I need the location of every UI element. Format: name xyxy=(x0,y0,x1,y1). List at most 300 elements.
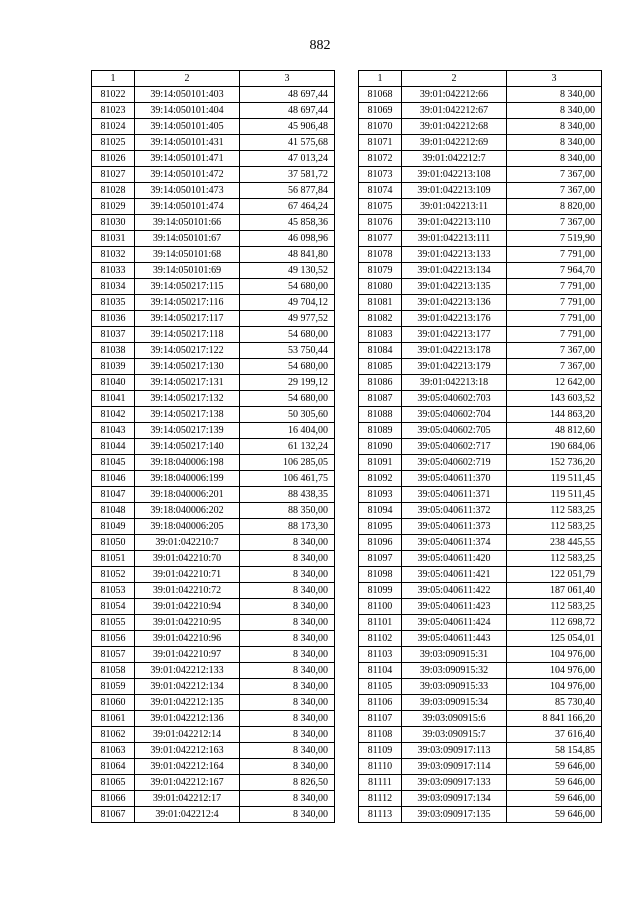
cadastral-number: 39:01:042213:11 xyxy=(402,199,507,215)
table-row xyxy=(92,551,335,567)
row-number: 81107 xyxy=(359,711,402,727)
row-number: 81041 xyxy=(92,391,135,407)
row-number: 81105 xyxy=(359,679,402,695)
table-row xyxy=(92,215,335,231)
cadastral-number: 39:05:040611:421 xyxy=(402,567,507,583)
value: 104 976,00 xyxy=(507,663,602,679)
table-row xyxy=(92,455,335,471)
cadastral-number: 39:14:050217:117 xyxy=(135,311,240,327)
row-number: 81049 xyxy=(92,519,135,535)
cadastral-number: 39:01:042213:136 xyxy=(402,295,507,311)
value: 41 575,68 xyxy=(240,135,335,151)
cadastral-number: 39:14:050217:118 xyxy=(135,327,240,343)
value: 7 964,70 xyxy=(507,263,602,279)
row-number: 81050 xyxy=(92,535,135,551)
value: 45 858,36 xyxy=(240,215,335,231)
cadastral-number: 39:01:042210:72 xyxy=(135,583,240,599)
value: 85 730,40 xyxy=(507,695,602,711)
table-row xyxy=(92,295,335,311)
value: 61 132,24 xyxy=(240,439,335,455)
table-row xyxy=(359,711,602,727)
value: 8 340,00 xyxy=(507,119,602,135)
row-number: 81089 xyxy=(359,423,402,439)
row-number: 81068 xyxy=(359,87,402,103)
cadastral-number: 39:01:042210:7 xyxy=(135,535,240,551)
cadastral-number: 39:05:040602:705 xyxy=(402,423,507,439)
value: 67 464,24 xyxy=(240,199,335,215)
value: 8 340,00 xyxy=(240,647,335,663)
right-table xyxy=(358,70,602,823)
value: 54 680,00 xyxy=(240,279,335,295)
table-row xyxy=(359,343,602,359)
cadastral-number: 39:05:040611:372 xyxy=(402,503,507,519)
value: 112 583,25 xyxy=(507,551,602,567)
value: 8 841 166,20 xyxy=(507,711,602,727)
value: 12 642,00 xyxy=(507,375,602,391)
cadastral-number: 39:03:090917:113 xyxy=(402,743,507,759)
value: 50 305,60 xyxy=(240,407,335,423)
column-header-2: 2 xyxy=(135,71,240,87)
row-number: 81061 xyxy=(92,711,135,727)
table-row xyxy=(359,695,602,711)
cadastral-number: 39:14:050101:66 xyxy=(135,215,240,231)
cadastral-number: 39:01:042210:96 xyxy=(135,631,240,647)
row-number: 81104 xyxy=(359,663,402,679)
row-number: 81033 xyxy=(92,263,135,279)
row-number: 81097 xyxy=(359,551,402,567)
table-row xyxy=(92,343,335,359)
row-number: 81055 xyxy=(92,615,135,631)
table-row xyxy=(92,199,335,215)
value: 49 704,12 xyxy=(240,295,335,311)
row-number: 81085 xyxy=(359,359,402,375)
cadastral-number: 39:14:050217:131 xyxy=(135,375,240,391)
column-header-2: 2 xyxy=(402,71,507,87)
cadastral-number: 39:18:040006:199 xyxy=(135,471,240,487)
cadastral-number: 39:01:042212:4 xyxy=(135,807,240,823)
value: 7 791,00 xyxy=(507,295,602,311)
cadastral-number: 39:01:042212:66 xyxy=(402,87,507,103)
row-number: 81101 xyxy=(359,615,402,631)
table-row xyxy=(92,759,335,775)
value: 7 367,00 xyxy=(507,183,602,199)
row-number: 81084 xyxy=(359,343,402,359)
table-row xyxy=(92,631,335,647)
value: 7 367,00 xyxy=(507,359,602,375)
row-number: 81108 xyxy=(359,727,402,743)
value: 8 820,00 xyxy=(507,199,602,215)
table-row xyxy=(92,471,335,487)
cadastral-number: 39:14:050217:130 xyxy=(135,359,240,375)
table-row xyxy=(92,279,335,295)
row-number: 81077 xyxy=(359,231,402,247)
table-row xyxy=(92,87,335,103)
cadastral-number: 39:05:040611:423 xyxy=(402,599,507,615)
value: 88 350,00 xyxy=(240,503,335,519)
row-number: 81087 xyxy=(359,391,402,407)
table-row xyxy=(359,519,602,535)
row-number: 81025 xyxy=(92,135,135,151)
cadastral-number: 39:01:042212:133 xyxy=(135,663,240,679)
row-number: 81066 xyxy=(92,791,135,807)
row-number: 81044 xyxy=(92,439,135,455)
table-row xyxy=(359,295,602,311)
row-number: 81112 xyxy=(359,791,402,807)
value: 53 750,44 xyxy=(240,343,335,359)
table-row xyxy=(359,263,602,279)
row-number: 81032 xyxy=(92,247,135,263)
table-row xyxy=(359,615,602,631)
row-number: 81079 xyxy=(359,263,402,279)
value: 29 199,12 xyxy=(240,375,335,391)
cadastral-number: 39:03:090915:32 xyxy=(402,663,507,679)
cadastral-number: 39:01:042210:94 xyxy=(135,599,240,615)
cadastral-number: 39:01:042212:136 xyxy=(135,711,240,727)
row-number: 81028 xyxy=(92,183,135,199)
row-number: 81074 xyxy=(359,183,402,199)
value: 8 340,00 xyxy=(240,551,335,567)
row-number: 81095 xyxy=(359,519,402,535)
row-number: 81094 xyxy=(359,503,402,519)
value: 112 698,72 xyxy=(507,615,602,631)
value: 152 736,20 xyxy=(507,455,602,471)
row-number: 81039 xyxy=(92,359,135,375)
cadastral-number: 39:14:050217:116 xyxy=(135,295,240,311)
table-row xyxy=(359,583,602,599)
cadastral-number: 39:14:050217:115 xyxy=(135,279,240,295)
cadastral-number: 39:01:042213:111 xyxy=(402,231,507,247)
value: 7 791,00 xyxy=(507,311,602,327)
table-row xyxy=(92,599,335,615)
table-row xyxy=(359,279,602,295)
cadastral-number: 39:03:090915:6 xyxy=(402,711,507,727)
row-number: 81046 xyxy=(92,471,135,487)
cadastral-number: 39:03:090917:134 xyxy=(402,791,507,807)
cadastral-number: 39:14:050101:431 xyxy=(135,135,240,151)
table-row xyxy=(359,215,602,231)
table-row xyxy=(359,439,602,455)
table-row xyxy=(359,663,602,679)
cadastral-number: 39:01:042210:71 xyxy=(135,567,240,583)
row-number: 81040 xyxy=(92,375,135,391)
table-row xyxy=(359,455,602,471)
value: 59 646,00 xyxy=(507,775,602,791)
value: 8 340,00 xyxy=(240,759,335,775)
row-number: 81029 xyxy=(92,199,135,215)
value: 143 603,52 xyxy=(507,391,602,407)
table-row xyxy=(359,103,602,119)
table-row xyxy=(92,423,335,439)
row-number: 81051 xyxy=(92,551,135,567)
value: 8 340,00 xyxy=(240,615,335,631)
row-number: 81062 xyxy=(92,727,135,743)
cadastral-number: 39:14:050101:403 xyxy=(135,87,240,103)
value: 144 863,20 xyxy=(507,407,602,423)
table-row xyxy=(92,103,335,119)
row-number: 81093 xyxy=(359,487,402,503)
row-number: 81103 xyxy=(359,647,402,663)
cadastral-number: 39:14:050217:122 xyxy=(135,343,240,359)
value: 46 098,96 xyxy=(240,231,335,247)
table-row xyxy=(92,711,335,727)
table-row xyxy=(92,327,335,343)
table-row xyxy=(359,647,602,663)
cadastral-number: 39:05:040602:717 xyxy=(402,439,507,455)
cadastral-number: 39:01:042212:14 xyxy=(135,727,240,743)
table-row xyxy=(359,183,602,199)
column-header-3: 3 xyxy=(240,71,335,87)
table-row xyxy=(359,423,602,439)
table-row xyxy=(359,727,602,743)
row-number: 81088 xyxy=(359,407,402,423)
cadastral-number: 39:01:042213:178 xyxy=(402,343,507,359)
table-row xyxy=(359,535,602,551)
table-row xyxy=(92,183,335,199)
table-row xyxy=(92,535,335,551)
table-row xyxy=(92,311,335,327)
table-row xyxy=(92,391,335,407)
row-number: 81099 xyxy=(359,583,402,599)
table-row xyxy=(359,359,602,375)
table-row xyxy=(92,167,335,183)
row-number: 81031 xyxy=(92,231,135,247)
cadastral-number: 39:14:050101:473 xyxy=(135,183,240,199)
table-row xyxy=(359,247,602,263)
table-row xyxy=(92,247,335,263)
cadastral-number: 39:05:040611:443 xyxy=(402,631,507,647)
cadastral-number: 39:14:050217:139 xyxy=(135,423,240,439)
row-number: 81048 xyxy=(92,503,135,519)
cadastral-number: 39:03:090915:33 xyxy=(402,679,507,695)
row-number: 81043 xyxy=(92,423,135,439)
table-row xyxy=(92,791,335,807)
cadastral-number: 39:14:050101:472 xyxy=(135,167,240,183)
value: 8 340,00 xyxy=(240,807,335,823)
table-row xyxy=(92,359,335,375)
row-number: 81083 xyxy=(359,327,402,343)
row-number: 81052 xyxy=(92,567,135,583)
table-row xyxy=(92,663,335,679)
cadastral-number: 39:01:042212:167 xyxy=(135,775,240,791)
value: 8 340,00 xyxy=(507,103,602,119)
table-row xyxy=(92,615,335,631)
page-number: 882 xyxy=(309,38,331,53)
row-number: 81078 xyxy=(359,247,402,263)
row-number: 81035 xyxy=(92,295,135,311)
row-number: 81109 xyxy=(359,743,402,759)
table-row xyxy=(92,775,335,791)
value: 106 285,05 xyxy=(240,455,335,471)
left-table xyxy=(91,70,335,823)
value: 54 680,00 xyxy=(240,391,335,407)
cadastral-number: 39:14:050217:138 xyxy=(135,407,240,423)
value: 8 340,00 xyxy=(240,631,335,647)
table-row xyxy=(359,791,602,807)
value: 56 877,84 xyxy=(240,183,335,199)
row-number: 81076 xyxy=(359,215,402,231)
cadastral-number: 39:14:050101:471 xyxy=(135,151,240,167)
cadastral-number: 39:01:042212:17 xyxy=(135,791,240,807)
cadastral-number: 39:05:040611:370 xyxy=(402,471,507,487)
value: 88 173,30 xyxy=(240,519,335,535)
value: 119 511,45 xyxy=(507,471,602,487)
column-header-1: 1 xyxy=(92,71,135,87)
table-row xyxy=(359,327,602,343)
cadastral-number: 39:03:090915:31 xyxy=(402,647,507,663)
row-number: 81023 xyxy=(92,103,135,119)
cadastral-number: 39:05:040602:703 xyxy=(402,391,507,407)
row-number: 81072 xyxy=(359,151,402,167)
row-number: 81102 xyxy=(359,631,402,647)
row-number: 81075 xyxy=(359,199,402,215)
table-row xyxy=(92,567,335,583)
table-row xyxy=(359,199,602,215)
row-number: 81098 xyxy=(359,567,402,583)
row-number: 81037 xyxy=(92,327,135,343)
row-number: 81110 xyxy=(359,759,402,775)
table-row xyxy=(92,695,335,711)
cadastral-number: 39:01:042212:134 xyxy=(135,679,240,695)
value: 7 791,00 xyxy=(507,279,602,295)
value: 16 404,00 xyxy=(240,423,335,439)
row-number: 81038 xyxy=(92,343,135,359)
cadastral-number: 39:03:090917:135 xyxy=(402,807,507,823)
table-row xyxy=(92,727,335,743)
table-row xyxy=(92,375,335,391)
row-number: 81064 xyxy=(92,759,135,775)
table-row xyxy=(92,519,335,535)
table-row xyxy=(359,567,602,583)
value: 112 583,25 xyxy=(507,599,602,615)
table-row xyxy=(92,263,335,279)
cadastral-number: 39:01:042212:163 xyxy=(135,743,240,759)
table-row xyxy=(359,631,602,647)
cadastral-number: 39:18:040006:201 xyxy=(135,487,240,503)
table-row xyxy=(359,231,602,247)
value: 49 977,52 xyxy=(240,311,335,327)
cadastral-number: 39:18:040006:205 xyxy=(135,519,240,535)
cadastral-number: 39:05:040602:704 xyxy=(402,407,507,423)
row-number: 81071 xyxy=(359,135,402,151)
table-row xyxy=(92,679,335,695)
value: 47 013,24 xyxy=(240,151,335,167)
cadastral-number: 39:01:042210:70 xyxy=(135,551,240,567)
row-number: 81036 xyxy=(92,311,135,327)
table-row xyxy=(92,407,335,423)
table-row xyxy=(359,599,602,615)
value: 54 680,00 xyxy=(240,327,335,343)
row-number: 81070 xyxy=(359,119,402,135)
row-number: 81073 xyxy=(359,167,402,183)
table-row xyxy=(359,391,602,407)
table-row xyxy=(92,807,335,823)
value: 88 438,35 xyxy=(240,487,335,503)
value: 48 697,44 xyxy=(240,87,335,103)
cadastral-number: 39:05:040611:371 xyxy=(402,487,507,503)
table-row xyxy=(92,151,335,167)
value: 106 461,75 xyxy=(240,471,335,487)
cadastral-number: 39:01:042213:110 xyxy=(402,215,507,231)
value: 37 616,40 xyxy=(507,727,602,743)
row-number: 81106 xyxy=(359,695,402,711)
row-number: 81059 xyxy=(92,679,135,695)
value: 59 646,00 xyxy=(507,791,602,807)
row-number: 81027 xyxy=(92,167,135,183)
cadastral-number: 39:05:040602:719 xyxy=(402,455,507,471)
value: 49 130,52 xyxy=(240,263,335,279)
value: 8 340,00 xyxy=(240,679,335,695)
column-header-1: 1 xyxy=(359,71,402,87)
row-number: 81047 xyxy=(92,487,135,503)
value: 119 511,45 xyxy=(507,487,602,503)
cadastral-number: 39:14:050217:132 xyxy=(135,391,240,407)
row-number: 81111 xyxy=(359,775,402,791)
cadastral-number: 39:01:042213:177 xyxy=(402,327,507,343)
cadastral-number: 39:14:050217:140 xyxy=(135,439,240,455)
cadastral-number: 39:01:042212:67 xyxy=(402,103,507,119)
table-row xyxy=(359,679,602,695)
table-row xyxy=(92,135,335,151)
cadastral-number: 39:18:040006:198 xyxy=(135,455,240,471)
row-number: 81067 xyxy=(92,807,135,823)
table-row xyxy=(92,231,335,247)
row-number: 81060 xyxy=(92,695,135,711)
row-number: 81022 xyxy=(92,87,135,103)
row-number: 81030 xyxy=(92,215,135,231)
row-number: 81080 xyxy=(359,279,402,295)
row-number: 81096 xyxy=(359,535,402,551)
table-row xyxy=(92,487,335,503)
value: 8 340,00 xyxy=(240,567,335,583)
row-number: 81057 xyxy=(92,647,135,663)
cadastral-number: 39:05:040611:373 xyxy=(402,519,507,535)
row-number: 81054 xyxy=(92,599,135,615)
table-row xyxy=(359,775,602,791)
value: 112 583,25 xyxy=(507,519,602,535)
cadastral-number: 39:14:050101:405 xyxy=(135,119,240,135)
cadastral-number: 39:14:050101:67 xyxy=(135,231,240,247)
value: 8 340,00 xyxy=(240,583,335,599)
cadastral-number: 39:01:042213:108 xyxy=(402,167,507,183)
value: 7 791,00 xyxy=(507,247,602,263)
row-number: 81056 xyxy=(92,631,135,647)
value: 190 684,06 xyxy=(507,439,602,455)
cadastral-number: 39:01:042213:133 xyxy=(402,247,507,263)
row-number: 81113 xyxy=(359,807,402,823)
row-number: 81034 xyxy=(92,279,135,295)
table-row xyxy=(359,743,602,759)
cadastral-number: 39:01:042212:164 xyxy=(135,759,240,775)
cadastral-number: 39:03:090917:133 xyxy=(402,775,507,791)
table-row xyxy=(359,375,602,391)
cadastral-number: 39:01:042213:109 xyxy=(402,183,507,199)
cadastral-number: 39:01:042213:134 xyxy=(402,263,507,279)
value: 58 154,85 xyxy=(507,743,602,759)
row-number: 81092 xyxy=(359,471,402,487)
value: 187 061,40 xyxy=(507,583,602,599)
value: 125 054,01 xyxy=(507,631,602,647)
cadastral-number: 39:05:040611:424 xyxy=(402,615,507,631)
value: 8 340,00 xyxy=(240,727,335,743)
cadastral-number: 39:01:042213:179 xyxy=(402,359,507,375)
value: 7 367,00 xyxy=(507,343,602,359)
value: 104 976,00 xyxy=(507,647,602,663)
row-number: 81063 xyxy=(92,743,135,759)
cadastral-number: 39:01:042213:18 xyxy=(402,375,507,391)
cadastral-number: 39:14:050101:69 xyxy=(135,263,240,279)
value: 7 519,90 xyxy=(507,231,602,247)
value: 8 340,00 xyxy=(507,87,602,103)
